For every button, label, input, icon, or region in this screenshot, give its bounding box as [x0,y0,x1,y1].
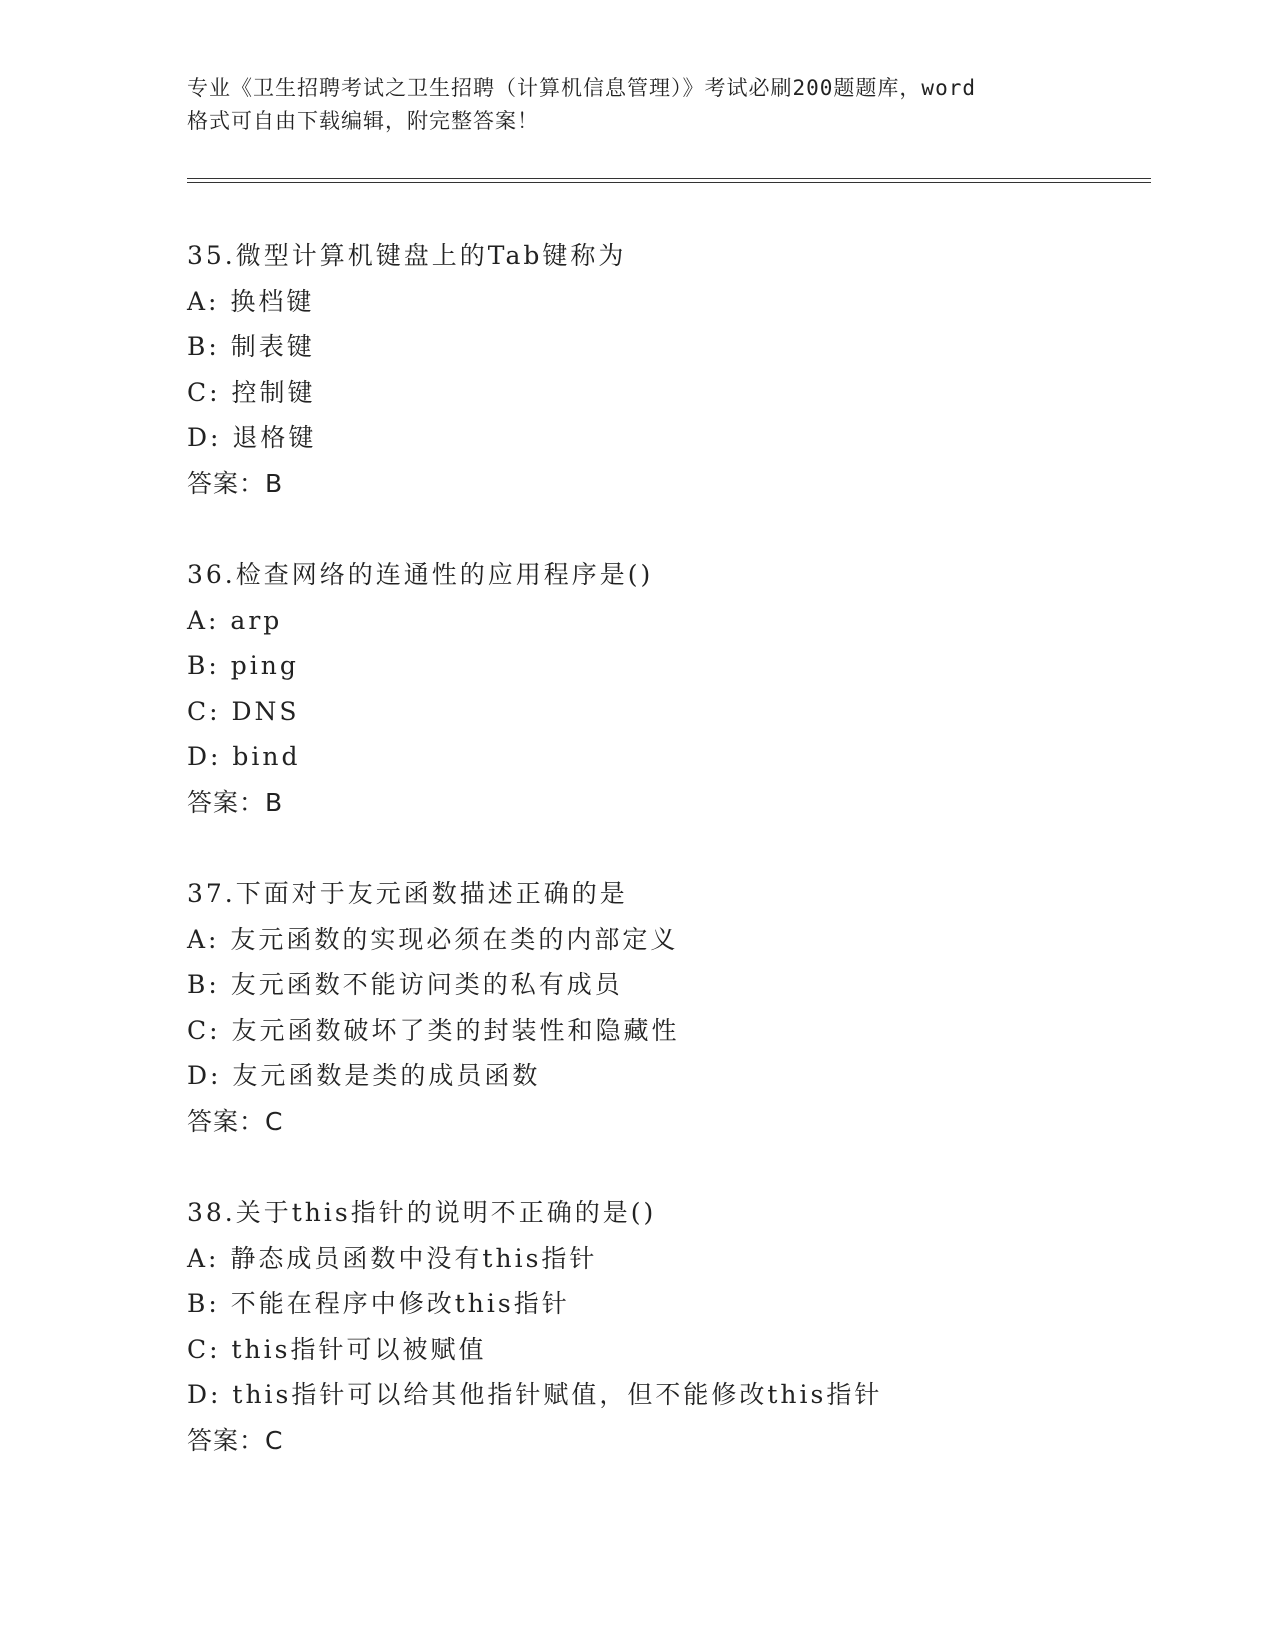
question-stem: 38.关于this指针的说明不正确的是() [187,1198,657,1227]
question-stem: 37.下面对于友元函数描述正确的是 [187,879,628,908]
option-b: B: 不能在程序中修改this指针 [187,1289,570,1318]
option-d: D: this指针可以给其他指针赋值，但不能修改this指针 [187,1380,883,1409]
question-38 [187,1190,1187,1463]
answer-label: 答案：B [187,468,284,498]
question-37 [187,871,1187,1144]
question-36 [187,552,1187,825]
header-divider [187,178,1151,183]
question-stem: 35.微型计算机键盘上的Tab键称为 [187,241,627,270]
option-a: A: 换档键 [187,286,315,316]
option-b: B: 友元函数不能访问类的私有成员 [187,970,623,999]
option-d: D: bind [187,742,301,771]
option-a: A: arp [187,605,283,635]
header-line-2: 格式可自由下载编辑，附完整答案！ [187,109,539,133]
option-c: C: 友元函数破坏了类的封装性和隐藏性 [187,1015,680,1045]
option-a: A: 友元函数的实现必须在类的内部定义 [187,924,679,954]
option-c: C: DNS [187,696,300,726]
document-header [187,72,1087,138]
option-d: D: 退格键 [187,423,317,452]
question-stem: 36.检查网络的连通性的应用程序是() [187,560,654,589]
option-c: C: 控制键 [187,377,316,407]
answer-label: 答案：C [187,1425,284,1455]
option-d: D: 友元函数是类的成员函数 [187,1061,541,1090]
option-a: A: 静态成员函数中没有this指针 [187,1243,598,1273]
option-b: B: 制表键 [187,332,315,361]
question-35 [187,233,1187,506]
option-b: B: ping [187,651,299,680]
answer-label: 答案：B [187,787,284,817]
header-line-1: 专业《卫生招聘考试之卫生招聘（计算机信息管理）》考试必刷200题题库，word [187,76,976,100]
option-c: C: this指针可以被赋值 [187,1334,487,1364]
answer-label: 答案：C [187,1106,284,1136]
